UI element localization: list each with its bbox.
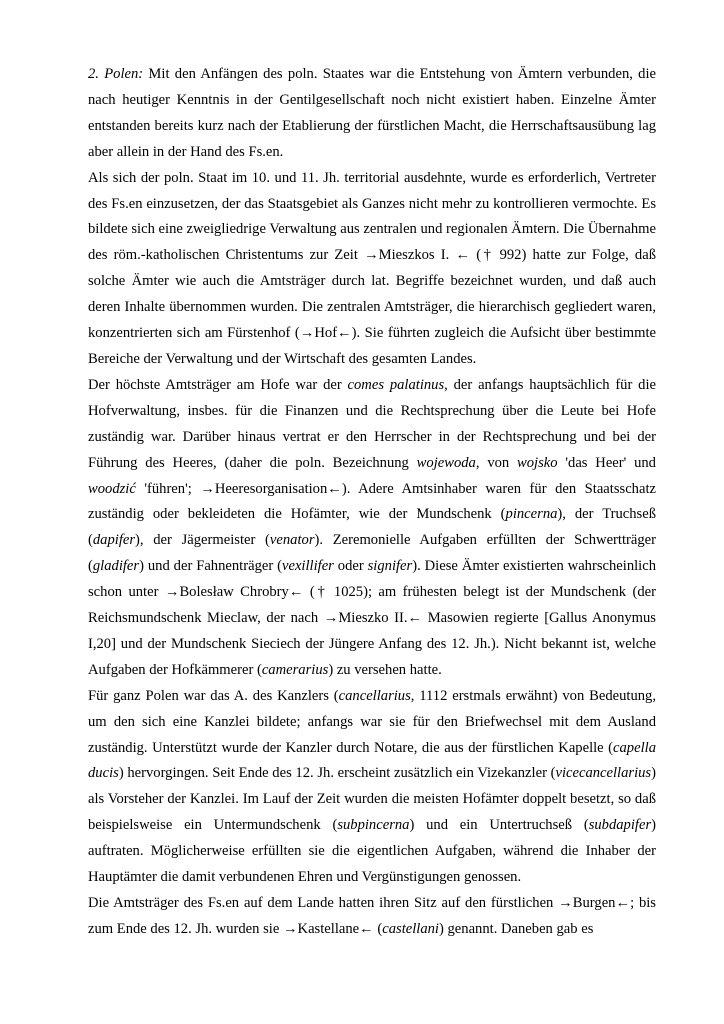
text-run: Für ganz Polen war das A. des Kanzlers ( <box>88 687 339 704</box>
italic-term: wojsko <box>517 454 558 471</box>
paragraph <box>88 373 656 684</box>
paragraph <box>88 684 656 891</box>
text-run: oder <box>333 558 368 575</box>
italic-term: dapifer <box>92 532 136 549</box>
italic-term: pincerna <box>505 506 558 523</box>
italic-term: comes palatinus <box>347 376 445 393</box>
text-run: , von <box>475 454 518 471</box>
text-run: Als sich der poln. Staat im 10. und 11. Jh. territorial ausdehnte, wurde es erforderlich, Vertreter des Fs.en einzusetzen, der das Staatsgebiet als Ganzes nicht mehr zu kontrollieren vermochte. Es bildete sich eine zweigliedrige Verwaltung aus zentralen und regionalen Ämtern. Die Übernahme des röm.-katholischen Christentums zur Zeit →Mieszkos I. ← († 992) hatte zur Folge, daß solche Ämter wie auch die Amtsträger durch lat. Begriffe bezeichnet wurden, und daß auch deren Inhalte übernommen wurden. Die zentralen Amtsträger, die hierarchisch gegliedert waren, konzentrierten sich am Fürstenhof (→Hof←). Sie führten zugleich die Aufsicht über bestimmte Bereiche der Verwaltung und der Wirtschaft des gesamten Landes. <box>88 169 656 367</box>
text-run: ). Zeremonielle Aufgaben erfüllten der Schwertträger ( <box>88 532 656 575</box>
italic-term: cancellarius <box>338 687 411 704</box>
italic-term: vexillifer <box>281 558 334 575</box>
paragraph <box>88 891 656 943</box>
article-body <box>88 62 656 943</box>
paragraph <box>88 62 656 166</box>
text-run: Mit den Anfängen des poln. Staates war die Entstehung von Ämtern verbunden, die nach heutiger Kenntnis in der Gentilgesellschaft noch nicht existiert haben. Einzelne Ämter entstanden bereits kurz nach der Etablierung der fürstlichen Macht, die Herrschaftsausübung lag aber allein in der Hand des Fs.en. <box>88 66 657 160</box>
section-label: 2. Polen: <box>88 66 144 82</box>
text-run: ) und ein Untertruchseß ( <box>409 817 589 834</box>
text-run: ) zu versehen hatte. <box>328 661 442 678</box>
italic-term: vicecancellarius <box>555 765 652 782</box>
text-run: ) genannt. Daneben gab es <box>438 920 594 937</box>
text-run: 'führen'; →Heeresorganisation←). Adere Amtsinhaber waren für den Staatsschatz zuständig oder bekleideten die Hofämter, wie der Mundschenk ( <box>88 480 656 523</box>
paragraph <box>88 166 656 373</box>
text-run: ) als Vorsteher der Kanzlei. Im Lauf der Zeit wurden die meisten Hofämter doppelt besetzt, so daß beispielsweise ein Untermundschenk ( <box>88 765 656 834</box>
text-run: ). Diese Ämter existierten wahrscheinlich schon unter →Bolesław Chrobry← († 1025); am frühesten belegt ist der Mundschenk (der Reichsmundschenk Mieclaw, der nach →Mieszko II.← Masowien regierte [Gallus Anonymus I,20] und der Mundschenk Sieciech der Jüngere Anfang des 12. Jh.). Nicht bekannt ist, welche Aufgaben der Hofkämmerer ( <box>88 558 657 678</box>
italic-term: signifer <box>367 558 413 575</box>
text-run: ) und der Fahnenträger ( <box>139 558 282 575</box>
italic-term: woodzić <box>88 480 136 497</box>
italic-term: castellani <box>382 920 439 937</box>
italic-term: subpincerna <box>337 817 410 834</box>
text-run: ) auftraten. Möglicherweise erfüllten sie die eigentlichen Aufgaben, während die Inhaber der Hauptämter die damit verbundenen Ehren und Vergünstigungen genossen. <box>88 817 656 886</box>
italic-term: venator <box>269 532 315 549</box>
text-run: ), der Truchseß ( <box>88 506 656 549</box>
italic-term: camerarius <box>261 661 329 678</box>
text-run: , der anfangs hauptsächlich für die Hofverwaltung, insbes. für die Finanzen und die Rechtsprechung über die Leute bei Hofe zuständig war. Darüber hinaus vertrat er den Herrscher in der Rechtsprechung und bei der Führung des Heeres, (daher die poln. Bezeichnung <box>88 376 656 471</box>
italic-term: gladifer <box>92 558 140 575</box>
text-run: 'das Heer' und <box>557 454 656 471</box>
text-run: ), der Jägermeister ( <box>135 532 270 549</box>
italic-term: wojewoda <box>416 454 476 471</box>
text-run: Die Amtsträger des Fs.en auf dem Lande hatten ihren Sitz auf den fürstlichen →Burgen←; bis zum Ende des 12. Jh. wurden sie →Kastellane← ( <box>88 895 656 937</box>
text-run: , 1112 erstmals erwähnt) von Bedeutung, um den sich eine Kanzlei bildete; anfangs war sie für den Briefwechsel mit dem Ausland zuständig. Unterstützt wurde der Kanzler durch Notare, die aus der fürstlichen Kapelle ( <box>88 687 656 756</box>
text-run: ) hervorgingen. Seit Ende des 12. Jh. erscheint zusätzlich ein Vizekanzler ( <box>118 765 556 782</box>
italic-term: capella ducis <box>88 739 656 782</box>
text-run: Der höchste Amtsträger am Hofe war der <box>88 376 348 393</box>
italic-term: subdapifer <box>588 817 652 834</box>
